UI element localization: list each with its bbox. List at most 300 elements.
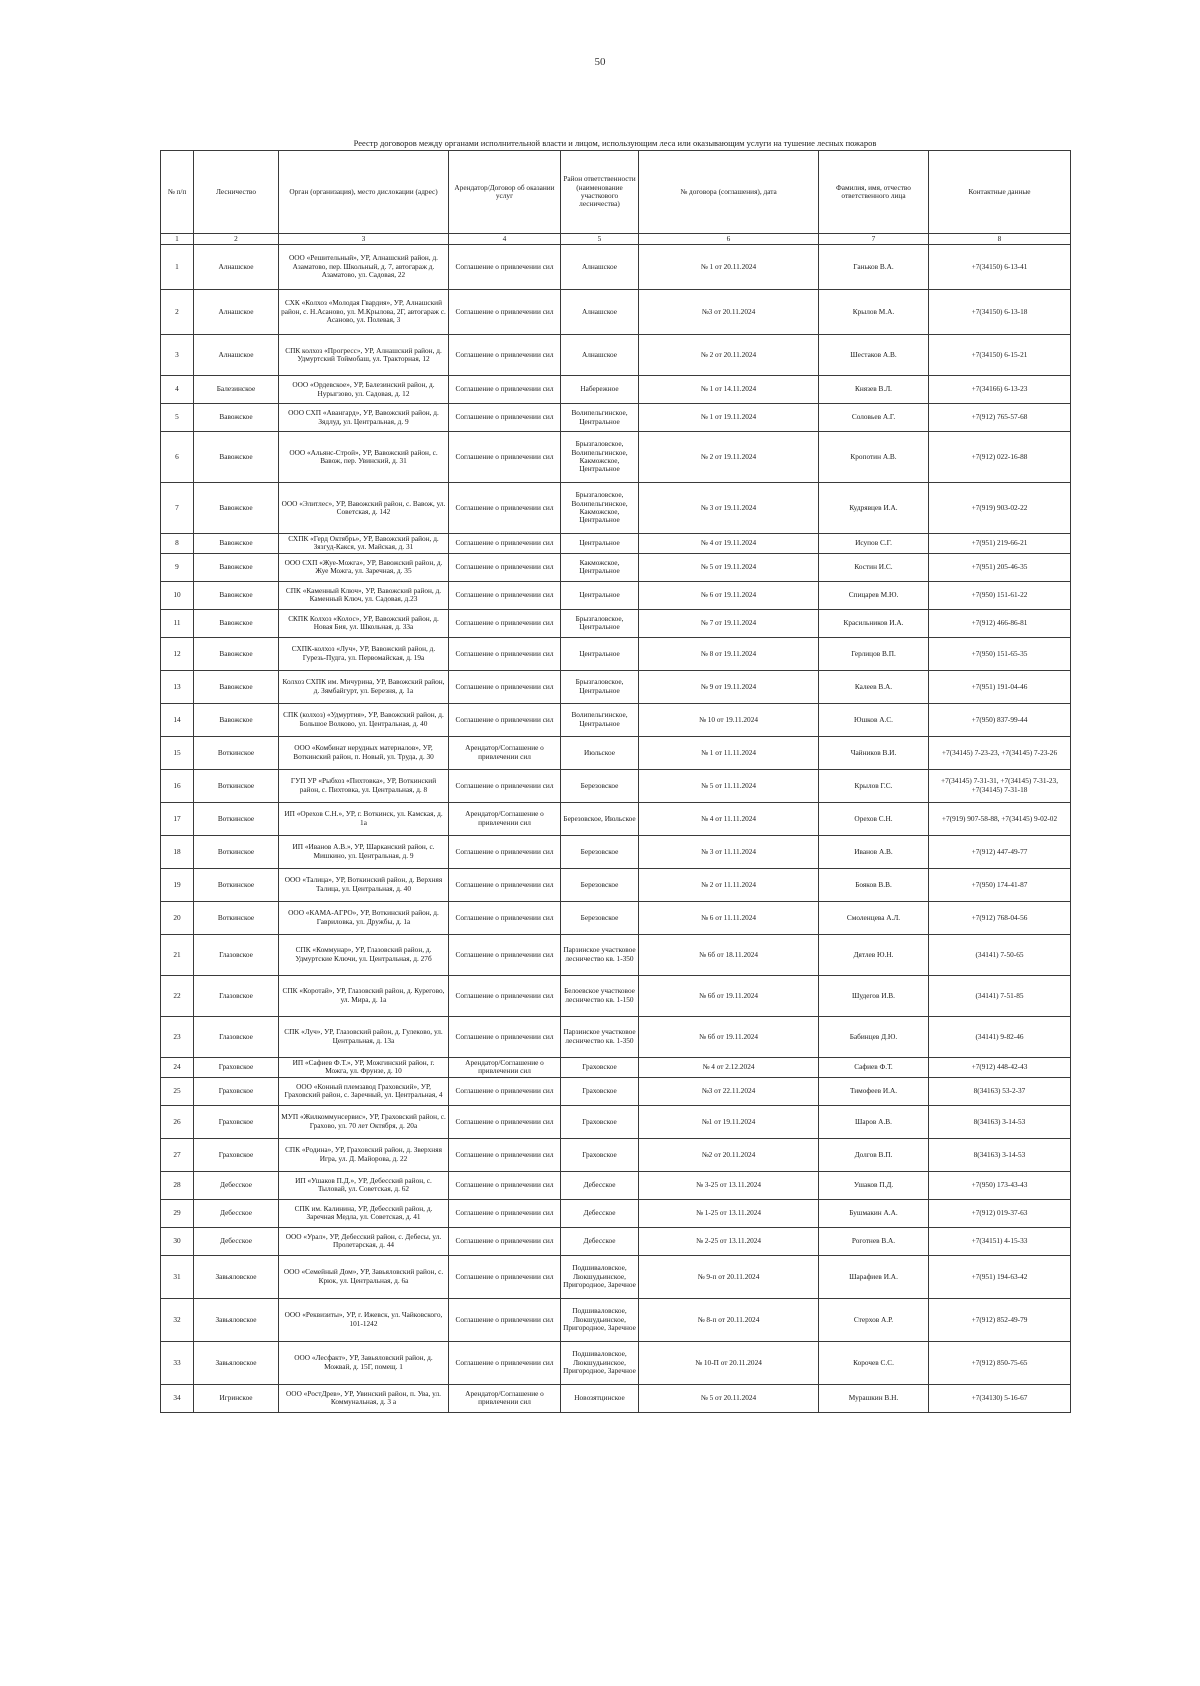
table-row [161,868,1071,901]
organization-address: СПК колхоз «Прогресс», УР, Алнашский район, д. Удмуртский Тоймобаш, ул. Тракторная, 12 [279,335,449,376]
table-row [161,1057,1071,1077]
forestry-name: Воткинское [194,868,279,901]
contact-phone: +7(34150) 6-13-41 [929,245,1071,290]
row-number: 12 [161,637,194,670]
forestry-name: Воткинское [194,736,279,769]
table-row [161,670,1071,703]
responsible-person: Ушаков П.Д. [819,1171,929,1199]
organization-address: ИП «Ушаков П.Д.», УР, Дебесский район, с. Тыловай, ул. Советская, д. 62 [279,1171,449,1199]
responsible-person: Стерхов А.Р. [819,1298,929,1341]
contact-phone: +7(912) 765-57-68 [929,404,1071,432]
contract-number-date: № 1 от 19.11.2024 [639,404,819,432]
organization-address: ООО «Лесфакт», УР, Завьяловский район, д. Можвай, д. 15Г, помещ. 1 [279,1341,449,1384]
row-number: 8 [161,534,194,554]
table-row [161,534,1071,554]
agreement-type: Соглашение о привлечении сил [449,868,561,901]
forestry-name: Завьяловское [194,1298,279,1341]
contact-phone: 8(34163) 53-2-37 [929,1077,1071,1105]
contract-number-date: №1 от 19.11.2024 [639,1105,819,1138]
forestry-name: Воткинское [194,769,279,802]
contact-phone: 8(34163) 3-14-53 [929,1138,1071,1171]
responsible-person: Бояков В.В. [819,868,929,901]
responsibility-area: Березовское, Июльское [561,802,639,835]
agreement-type: Арендатор/Соглашение о привлечении сил [449,736,561,769]
forestry-name: Алнашское [194,290,279,335]
organization-address: СПК «Коммунар», УР, Глазовский район, д. Удмуртские Ключи, ул. Центральная, д. 27б [279,934,449,975]
forestry-name: Вавожское [194,609,279,637]
responsible-person: Исупов С.Г. [819,534,929,554]
table-row [161,1341,1071,1384]
agreement-type: Соглашение о привлечении сил [449,1227,561,1255]
organization-address: ГУП УР «Рыбхоз «Пихтовка», УР, Воткинский район, с. Пихтовка, ул. Центральная, д. 8 [279,769,449,802]
row-number: 6 [161,432,194,483]
contract-number-date: № 5 от 11.11.2024 [639,769,819,802]
row-number: 31 [161,1255,194,1298]
table-row [161,1384,1071,1412]
responsibility-area: Брызгаловское, Волипельгинское, Какможское, Центральное [561,483,639,534]
responsible-person: Тимофеев И.А. [819,1077,929,1105]
contract-number-date: № 6 от 11.11.2024 [639,901,819,934]
agreement-type: Соглашение о привлечении сил [449,1341,561,1384]
contract-number-date: № 7 от 19.11.2024 [639,609,819,637]
row-number: 3 [161,335,194,376]
agreement-type: Соглашение о привлечении сил [449,1077,561,1105]
responsibility-area: Березовское [561,901,639,934]
row-number: 14 [161,703,194,736]
forestry-name: Граховское [194,1105,279,1138]
table-row [161,1138,1071,1171]
agreement-type: Соглашение о привлечении сил [449,376,561,404]
contract-number-date: № 10-П от 20.11.2024 [639,1341,819,1384]
organization-address: ООО «РостДрев», УР, Увинский район, п. Ува, ул. Коммунальная, д. 3 а [279,1384,449,1412]
contact-phone: 8(34163) 3-14-53 [929,1105,1071,1138]
header-cell-contact: Контактные данные [929,151,1071,234]
forestry-name: Вавожское [194,483,279,534]
forestry-name: Воткинское [194,835,279,868]
contact-phone: +7(950) 174-41-87 [929,868,1071,901]
responsible-person: Герлицов В.П. [819,637,929,670]
responsible-person: Орехов С.Н. [819,802,929,835]
agreement-type: Соглашение о привлечении сил [449,670,561,703]
responsibility-area: Набережное [561,376,639,404]
responsibility-area: Волипельгинское, Центральное [561,703,639,736]
responsibility-area: Подшиваловское, Люкшудьинское, Пригородное, Заречное [561,1298,639,1341]
responsibility-area: Волипельгинское, Центральное [561,404,639,432]
contact-phone: +7(912) 466-86-81 [929,609,1071,637]
organization-address: ООО «Конный племзавод Граховский», УР, Граховский район, с. Заречный, ул. Центральная, 4 [279,1077,449,1105]
agreement-type: Соглашение о привлечении сил [449,835,561,868]
forestry-name: Игринское [194,1384,279,1412]
organization-address: ООО «Семейный Дом», УР, Завьяловский район, с. Крюк, ул. Центральная, д. 6а [279,1255,449,1298]
responsible-person: Красильников И.А. [819,609,929,637]
contact-phone: +7(951) 205-46-35 [929,553,1071,581]
agreement-type: Соглашение о привлечении сил [449,1199,561,1227]
organization-address: ИП «Сафиев Ф.Т.», УР, Можгинский район, г. Можга, ул. Фрунзе, д. 10 [279,1057,449,1077]
forestry-name: Вавожское [194,432,279,483]
row-number: 18 [161,835,194,868]
table-row [161,736,1071,769]
responsibility-area: Граховское [561,1077,639,1105]
contact-phone: +7(950) 173-43-43 [929,1171,1071,1199]
forestry-name: Вавожское [194,637,279,670]
responsibility-area: Подшиваловское, Люкшудьинское, Пригородное, Заречное [561,1255,639,1298]
responsibility-area: Парзинское участковое лесничество кв. 1-350 [561,1016,639,1057]
row-number: 24 [161,1057,194,1077]
contract-number-date: № 6б от 19.11.2024 [639,975,819,1016]
column-number: 7 [819,234,929,245]
forestry-name: Балезинское [194,376,279,404]
responsible-person: Шестаков А.В. [819,335,929,376]
header-cell-number: № п/п [161,151,194,234]
contact-phone: +7(950) 837-99-44 [929,703,1071,736]
agreement-type: Соглашение о привлечении сил [449,404,561,432]
forestry-name: Вавожское [194,581,279,609]
column-number: 6 [639,234,819,245]
agreement-type: Соглашение о привлечении сил [449,637,561,670]
agreement-type: Соглашение о привлечении сил [449,1255,561,1298]
contact-phone: (34141) 7-51-85 [929,975,1071,1016]
organization-address: ООО «КАМА-АГРО», УР, Воткинский район, д. Гавриловка, ул. Дружбы, д. 1а [279,901,449,934]
responsibility-area: Граховское [561,1138,639,1171]
contract-number-date: №3 от 20.11.2024 [639,290,819,335]
table-row [161,553,1071,581]
row-number: 21 [161,934,194,975]
responsibility-area: Дебесское [561,1199,639,1227]
column-number: 2 [194,234,279,245]
agreement-type: Соглашение о привлечении сил [449,581,561,609]
table-row [161,1199,1071,1227]
agreement-type: Соглашение о привлечении сил [449,1105,561,1138]
table-row [161,637,1071,670]
table-row [161,581,1071,609]
row-number: 15 [161,736,194,769]
agreement-type: Соглашение о привлечении сил [449,245,561,290]
responsibility-area: Брызгаловское, Центральное [561,670,639,703]
forestry-name: Глазовское [194,934,279,975]
row-number: 7 [161,483,194,534]
row-number: 11 [161,609,194,637]
responsibility-area: Алнашское [561,290,639,335]
document-title: Реестр договоров между органами исполнительной власти и лицом, использующим леса или оказывающим услуги на тушение лесных пожаров [353,138,877,148]
row-number: 28 [161,1171,194,1199]
agreement-type: Соглашение о привлечении сил [449,290,561,335]
page-number: 50 [594,56,606,68]
responsible-person: Сафиев Ф.Т. [819,1057,929,1077]
forestry-name: Граховское [194,1077,279,1105]
header-cell-contract: № договора (соглашения), дата [639,151,819,234]
table-row [161,1171,1071,1199]
responsible-person: Смоленцева А.Л. [819,901,929,934]
agreement-type: Соглашение о привлечении сил [449,609,561,637]
contact-phone: +7(912) 768-04-56 [929,901,1071,934]
contract-number-date: №2 от 20.11.2024 [639,1138,819,1171]
forestry-name: Глазовское [194,975,279,1016]
contract-number-date: № 1-25 от 13.11.2024 [639,1199,819,1227]
responsible-person: Корочев С.С. [819,1341,929,1384]
table-row [161,1016,1071,1057]
forestry-name: Граховское [194,1057,279,1077]
agreement-type: Соглашение о привлечении сил [449,553,561,581]
responsibility-area: Дебесское [561,1227,639,1255]
contact-phone: +7(34145) 7-31-31, +7(34145) 7-31-23, +7(34145) 7-31-18 [929,769,1071,802]
responsible-person: Ганьков В.А. [819,245,929,290]
agreement-type: Соглашение о привлечении сил [449,934,561,975]
responsible-person: Долгов В.П. [819,1138,929,1171]
contact-phone: +7(912) 019-37-63 [929,1199,1071,1227]
table-row [161,1255,1071,1298]
contract-number-date: № 2-25 от 13.11.2024 [639,1227,819,1255]
responsibility-area: Парзинское участковое лесничество кв. 1-350 [561,934,639,975]
contract-number-date: № 2 от 20.11.2024 [639,335,819,376]
row-number: 17 [161,802,194,835]
contract-number-date: № 4 от 2.12.2024 [639,1057,819,1077]
responsibility-area: Брызгаловское, Центральное [561,609,639,637]
table-row [161,245,1071,290]
responsibility-area: Новозятцинское [561,1384,639,1412]
organization-address: ООО «Элитлес», УР, Вавожский район, с. Вавож, ул. Советская, д. 142 [279,483,449,534]
contact-phone: +7(950) 151-65-35 [929,637,1071,670]
contact-phone: +7(912) 850-75-65 [929,1341,1071,1384]
contact-phone: +7(951) 219-66-21 [929,534,1071,554]
contact-phone: +7(34150) 6-13-18 [929,290,1071,335]
row-number: 10 [161,581,194,609]
table-row [161,934,1071,975]
organization-address: СПК им. Калинина, УР, Дебесский район, д. Заречная Медла, ул. Советская, д. 41 [279,1199,449,1227]
contract-number-date: № 6б от 19.11.2024 [639,1016,819,1057]
row-number: 26 [161,1105,194,1138]
responsibility-area: Июльское [561,736,639,769]
contract-number-date: № 4 от 19.11.2024 [639,534,819,554]
agreement-type: Соглашение о привлечении сил [449,1298,561,1341]
table-row [161,404,1071,432]
contract-number-date: № 3 от 11.11.2024 [639,835,819,868]
table-body [161,234,1071,1413]
contract-number-date: № 10 от 19.11.2024 [639,703,819,736]
responsible-person: Роготнев В.А. [819,1227,929,1255]
responsible-person: Костин И.С. [819,553,929,581]
column-number: 4 [449,234,561,245]
agreement-type: Соглашение о привлечении сил [449,483,561,534]
table-row [161,432,1071,483]
column-number: 1 [161,234,194,245]
forestry-name: Дебесское [194,1227,279,1255]
organization-address: СПК «Луч», УР, Глазовский район, д. Гулеково, ул. Центральная, д. 13а [279,1016,449,1057]
table-row [161,1105,1071,1138]
responsible-person: Соловьев А.Г. [819,404,929,432]
forestry-name: Алнашское [194,245,279,290]
responsible-person: Шудегов И.В. [819,975,929,1016]
agreement-type: Соглашение о привлечении сил [449,901,561,934]
contact-phone: +7(34145) 7-23-23, +7(34145) 7-23-26 [929,736,1071,769]
responsible-person: Дятлев Ю.Н. [819,934,929,975]
forestry-name: Завьяловское [194,1255,279,1298]
responsibility-area: Березовское [561,769,639,802]
responsible-person: Мурашкин В.Н. [819,1384,929,1412]
organization-address: ООО «Урал», УР, Дебесский район, с. Дебесы, ул. Пролетарская, д. 44 [279,1227,449,1255]
organization-address: ООО СХП «Авангард», УР, Вавожский район, д. Зядлуд, ул. Центральная, д. 9 [279,404,449,432]
row-number: 9 [161,553,194,581]
responsibility-area: Подшиваловское, Люкшудьинское, Пригородное, Заречное [561,1341,639,1384]
table-row [161,769,1071,802]
agreement-type: Соглашение о привлечении сил [449,1016,561,1057]
contract-number-date: № 8-п от 20.11.2024 [639,1298,819,1341]
organization-address: ООО «Реквизиты», УР, г. Ижевск, ул. Чайковского, 101-1242 [279,1298,449,1341]
agreement-type: Арендатор/Соглашение о привлечении сил [449,802,561,835]
responsible-person: Юшков А.С. [819,703,929,736]
organization-address: СПК «Родина», УР, Граховский район, д. Зверхняя Игра, ул. Д. Майорова, д. 22 [279,1138,449,1171]
header-row [161,151,1071,234]
header-cell-organization: Орган (организация), место дислокации (адрес) [279,151,449,234]
agreement-type: Соглашение о привлечении сил [449,1138,561,1171]
header-cell-area: Район ответственности (наименование участкового лесничества) [561,151,639,234]
column-number: 5 [561,234,639,245]
responsibility-area: Центральное [561,534,639,554]
contact-phone: +7(950) 151-61-22 [929,581,1071,609]
organization-address: СКПК Колхоз «Колос», УР, Вавожский район, д. Новая Бия, ул. Школьная, д. 33а [279,609,449,637]
organization-address: МУП «Жилкоммунсервис», УР, Граховский район, с. Грахово, ул. 70 лет Октября, д. 20а [279,1105,449,1138]
column-number: 3 [279,234,449,245]
forestry-name: Вавожское [194,670,279,703]
responsibility-area: Алнашское [561,245,639,290]
responsibility-area: Дебесское [561,1171,639,1199]
row-number: 1 [161,245,194,290]
agreement-type: Арендатор/Соглашение о привлечении сил [449,1384,561,1412]
responsible-person: Кудрявцев И.А. [819,483,929,534]
organization-address: СПК «Коротай», УР, Глазовский район, д. Курегово, ул. Мира, д. 1а [279,975,449,1016]
contract-number-date: № 6 от 19.11.2024 [639,581,819,609]
row-number: 32 [161,1298,194,1341]
row-number: 30 [161,1227,194,1255]
contract-number-date: № 1 от 11.11.2024 [639,736,819,769]
contract-number-date: № 3-25 от 13.11.2024 [639,1171,819,1199]
contracts-table [160,150,1071,1413]
responsibility-area: Граховское [561,1057,639,1077]
responsibility-area: Брызгаловское, Волипельгинское, Какможское, Центральное [561,432,639,483]
table-row [161,975,1071,1016]
contract-number-date: № 5 от 20.11.2024 [639,1384,819,1412]
table-row [161,290,1071,335]
contract-number-date: № 2 от 19.11.2024 [639,432,819,483]
agreement-type: Соглашение о привлечении сил [449,1171,561,1199]
row-number: 27 [161,1138,194,1171]
responsibility-area: Алнашское [561,335,639,376]
organization-address: ООО «Альянс-Строй», УР, Вавожский район, с. Вавож, пер. Увинский, д. 31 [279,432,449,483]
contact-phone: +7(919) 903-02-22 [929,483,1071,534]
organization-address: ООО «Комбинат нерудных материалов», УР, Воткинский район, п. Новый, ул. Труда, д. 30 [279,736,449,769]
forestry-name: Дебесское [194,1171,279,1199]
organization-address: ООО «Ордевское», УР, Балезинский район, д. Нурыгзово, ул. Садовая, д. 12 [279,376,449,404]
responsible-person: Шаров А.В. [819,1105,929,1138]
row-number: 23 [161,1016,194,1057]
table-row [161,703,1071,736]
forestry-name: Алнашское [194,335,279,376]
contract-number-date: № 5 от 19.11.2024 [639,553,819,581]
forestry-name: Вавожское [194,553,279,581]
row-number: 29 [161,1199,194,1227]
organization-address: СХК «Колхоз «Молодая Гвардия», УР, Алнашский район, с. Н.Асаново, ул. М.Крылова, 2Г, автогараж с. Асаново, ул. Полевая, 3 [279,290,449,335]
responsible-person: Чайников В.И. [819,736,929,769]
organization-address: СПК «Каменный Ключ», УР, Вавожский район, д. Каменный Ключ, ул. Садовая, д.23 [279,581,449,609]
row-number: 25 [161,1077,194,1105]
header-cell-forestry: Лесничество [194,151,279,234]
responsibility-area: Березовское [561,835,639,868]
row-number: 22 [161,975,194,1016]
contact-phone: (34141) 7-50-65 [929,934,1071,975]
contract-number-date: № 4 от 11.11.2024 [639,802,819,835]
table-row [161,483,1071,534]
forestry-name: Завьяловское [194,1341,279,1384]
contract-number-date: № 1 от 14.11.2024 [639,376,819,404]
contract-number-date: № 2 от 11.11.2024 [639,868,819,901]
contract-number-date: № 3 от 19.11.2024 [639,483,819,534]
responsible-person: Спицарев М.Ю. [819,581,929,609]
responsible-person: Крылов М.А. [819,290,929,335]
header-cell-agreement-type: Арендатор/Договор об оказании услуг [449,151,561,234]
contact-phone: +7(951) 194-63-42 [929,1255,1071,1298]
contact-phone: +7(912) 448-42-43 [929,1057,1071,1077]
responsibility-area: Березовское [561,868,639,901]
forestry-name: Вавожское [194,404,279,432]
organization-address: ООО «Талица», УР, Воткинский район, д. Верхняя Талица, ул. Центральная, д. 40 [279,868,449,901]
responsible-person: Калеев В.А. [819,670,929,703]
row-number: 20 [161,901,194,934]
forestry-name: Дебесское [194,1199,279,1227]
contact-phone: +7(912) 022-16-88 [929,432,1071,483]
responsibility-area: Граховское [561,1105,639,1138]
agreement-type: Соглашение о привлечении сил [449,534,561,554]
table-row [161,335,1071,376]
row-number: 34 [161,1384,194,1412]
row-number: 33 [161,1341,194,1384]
responsibility-area: Центральное [561,581,639,609]
contact-phone: +7(34151) 4-15-33 [929,1227,1071,1255]
responsibility-area: Какможское, Центральное [561,553,639,581]
table-row [161,1298,1071,1341]
contact-phone: +7(951) 191-04-46 [929,670,1071,703]
agreement-type: Соглашение о привлечении сил [449,975,561,1016]
contract-number-date: №3 от 22.11.2024 [639,1077,819,1105]
forestry-name: Воткинское [194,802,279,835]
organization-address: ИП «Орехов С.Н.», УР, г. Воткинск, ул. Камская, д. 1а [279,802,449,835]
contract-number-date: № 9-п от 20.11.2024 [639,1255,819,1298]
row-number: 19 [161,868,194,901]
responsible-person: Иванов А.В. [819,835,929,868]
forestry-name: Вавожское [194,703,279,736]
contract-number-date: № 9 от 19.11.2024 [639,670,819,703]
organization-address: ИП «Иванов А.В.», УР, Шарканский район, с. Мишкино, ул. Центральная, д. 9 [279,835,449,868]
row-number: 2 [161,290,194,335]
contract-number-date: № 1 от 20.11.2024 [639,245,819,290]
contact-phone: (34141) 9-82-46 [929,1016,1071,1057]
forestry-name: Глазовское [194,1016,279,1057]
forestry-name: Вавожское [194,534,279,554]
table-row [161,802,1071,835]
contact-phone: +7(919) 907-58-88, +7(34145) 9-02-02 [929,802,1071,835]
responsible-person: Бушмакин А.А. [819,1199,929,1227]
row-number: 13 [161,670,194,703]
row-number: 4 [161,376,194,404]
agreement-type: Соглашение о привлечении сил [449,769,561,802]
table-row [161,376,1071,404]
row-number: 16 [161,769,194,802]
row-number: 5 [161,404,194,432]
contact-phone: +7(34150) 6-15-21 [929,335,1071,376]
table-row [161,835,1071,868]
organization-address: ООО СХП «Жуе-Можга», УР, Вавожский район, д. Жуе Можга, ул. Заречная, д. 35 [279,553,449,581]
responsible-person: Шарафиев И.А. [819,1255,929,1298]
responsible-person: Князев В.Л. [819,376,929,404]
organization-address: СХПК-колхоз «Луч», УР, Вавожский район, д. Гурезь-Пудга, ул. Первомайская, д. 19а [279,637,449,670]
